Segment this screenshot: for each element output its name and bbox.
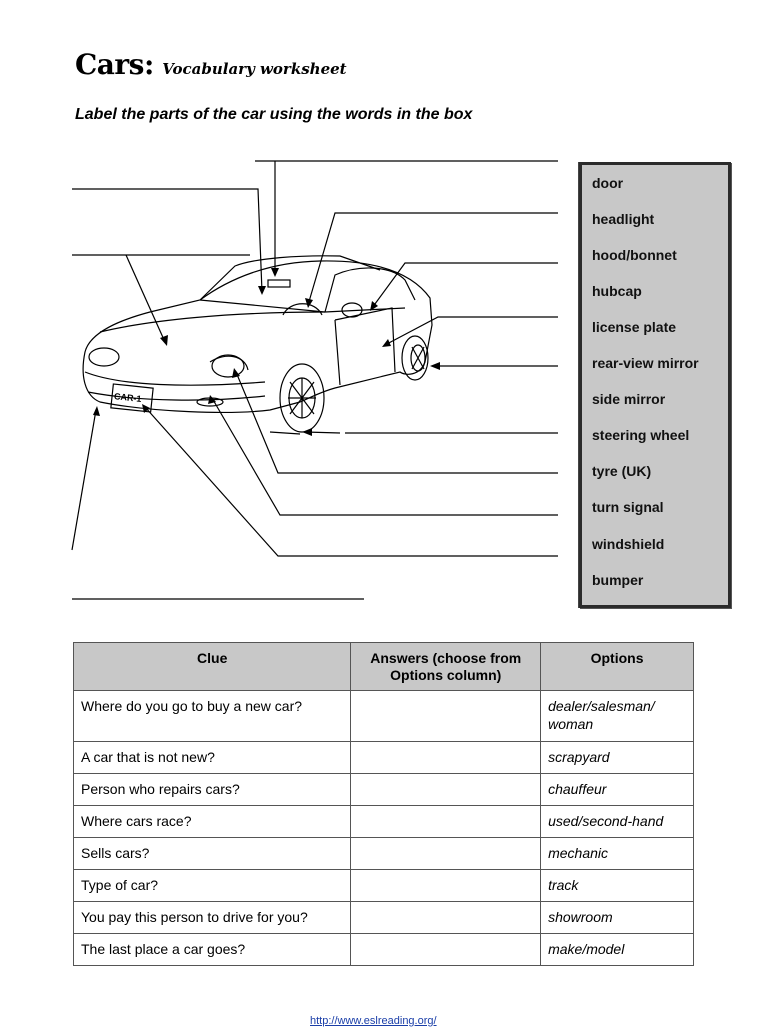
word-bumper: bumper <box>592 572 644 588</box>
clue-cell: Where do you go to buy a new car? <box>74 691 351 742</box>
clue-cell: Person who repairs cars? <box>74 774 351 806</box>
clue-cell: Where cars race? <box>74 806 351 838</box>
answer-cell[interactable] <box>351 774 541 806</box>
clue-cell: A car that is not new? <box>74 742 351 774</box>
word-license-plate: license plate <box>592 319 677 335</box>
word-steering-wheel: steering wheel <box>592 427 690 443</box>
clue-table <box>73 642 694 966</box>
option-cell: used/second-hand <box>541 806 694 838</box>
table-row <box>74 902 694 934</box>
header-options: Options <box>541 643 694 691</box>
word-door: door <box>592 175 624 191</box>
word-side-mirror: side mirror <box>592 391 666 407</box>
word-box <box>579 162 731 608</box>
word-windshield: windshield <box>592 536 665 552</box>
option-cell: showroom <box>541 902 694 934</box>
option-cell: chauffeur <box>541 774 694 806</box>
footer-link[interactable]: http://www.eslreading.org/ <box>310 1015 437 1027</box>
option-cell: make/model <box>541 934 694 966</box>
word-headlight: headlight <box>592 211 655 227</box>
answer-cell[interactable] <box>351 806 541 838</box>
table-row <box>74 870 694 902</box>
answer-cell[interactable] <box>351 870 541 902</box>
header-clue: Clue <box>74 643 351 691</box>
clue-cell: You pay this person to drive for you? <box>74 902 351 934</box>
table-row <box>74 742 694 774</box>
worksheet-title <box>75 48 347 81</box>
table-row <box>74 806 694 838</box>
option-cell: track <box>541 870 694 902</box>
clue-cell: Sells cars? <box>74 838 351 870</box>
option-cell: dealer/salesman/ woman <box>541 691 694 742</box>
table-row <box>74 838 694 870</box>
instruction-text: Label the parts of the car using the words in the box <box>75 106 473 123</box>
clue-cell: Type of car? <box>74 870 351 902</box>
table-row <box>74 774 694 806</box>
answer-cell[interactable] <box>351 838 541 870</box>
table-header-row <box>74 643 694 691</box>
answer-cell[interactable] <box>351 691 541 742</box>
title-main: Cars: <box>75 48 154 81</box>
answer-cell[interactable] <box>351 934 541 966</box>
clue-cell: The last place a car goes? <box>74 934 351 966</box>
plate-label: CAR-1 <box>113 391 142 404</box>
word-hood-bonnet: hood/bonnet <box>592 247 677 263</box>
answer-cell[interactable] <box>351 902 541 934</box>
word-turn-signal: turn signal <box>592 499 664 515</box>
label-lines <box>72 161 558 599</box>
word-hubcap: hubcap <box>592 283 642 299</box>
car-drawing <box>83 256 432 434</box>
title-subtitle: Vocabulary worksheet <box>162 60 347 78</box>
header-answers: Answers (choose from Options column) <box>351 643 541 691</box>
option-cell: scrapyard <box>541 742 694 774</box>
answer-cell[interactable] <box>351 742 541 774</box>
option-cell: mechanic <box>541 838 694 870</box>
table-row <box>74 691 694 742</box>
table-row <box>74 934 694 966</box>
word-rear-view-mirror: rear-view mirror <box>592 355 699 371</box>
word-tyre: tyre (UK) <box>592 463 652 479</box>
